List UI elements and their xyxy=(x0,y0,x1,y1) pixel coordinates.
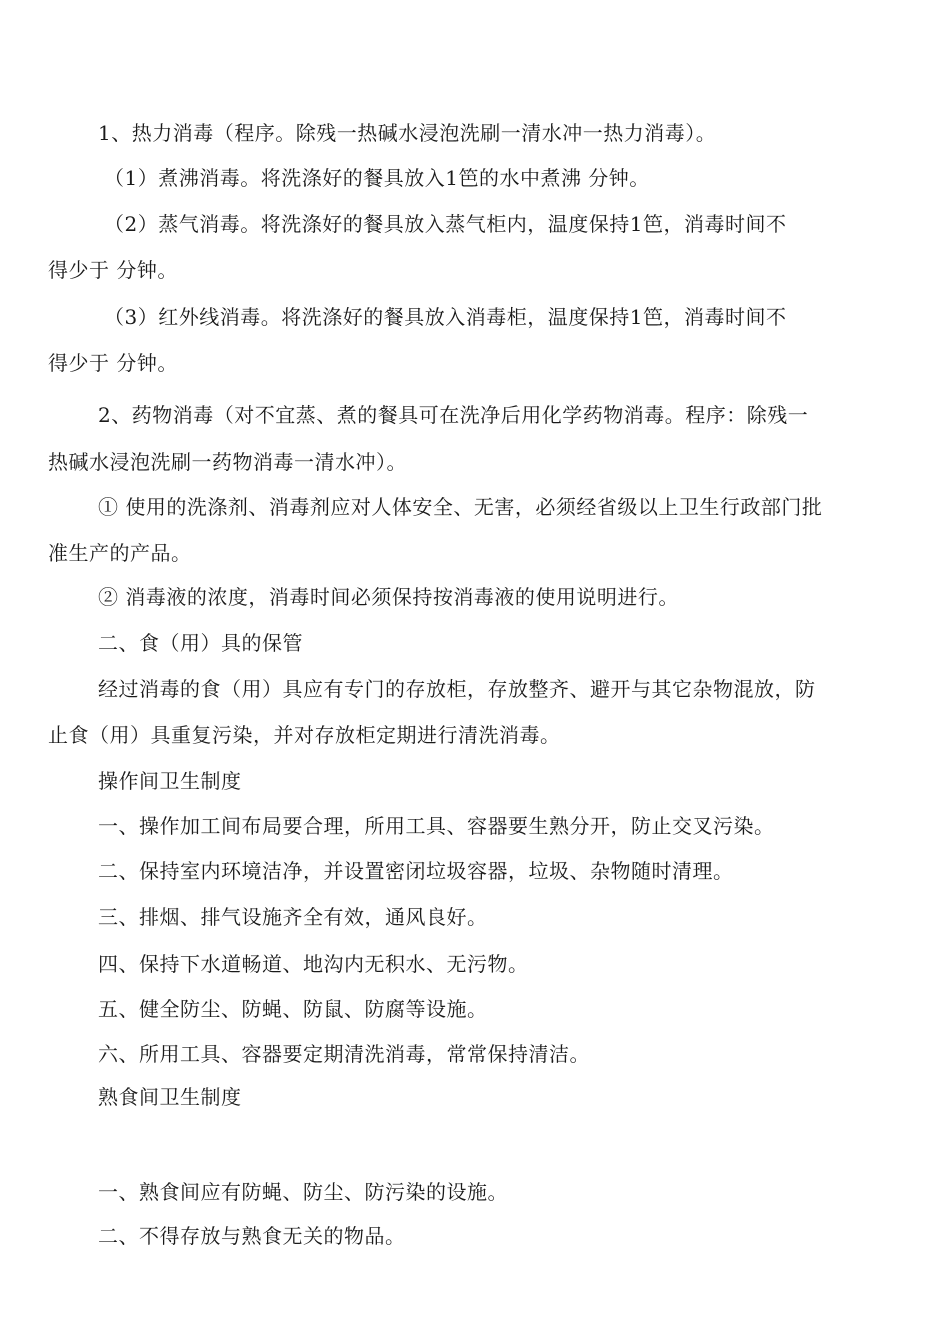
text-line: （3）红外线消毒。将洗涤好的餐具放入消毒柜，温度保持1笆，消毒时间不 xyxy=(104,305,787,329)
section-heading: 熟食间卫生制度 xyxy=(98,1085,242,1109)
text-line: （2）蒸气消毒。将洗涤好的餐具放入蒸气柜内，温度保持1笆，消毒时间不 xyxy=(104,212,787,236)
text-line: 热碱水浸泡洗刷一药物消毒一清水冲）。 xyxy=(48,450,407,474)
text-line: ① 使用的洗涤剂、消毒剂应对人体安全、无害，必须经省级以上卫生行政部门批 xyxy=(98,495,823,519)
section-heading: 二、食（用）具的保管 xyxy=(98,631,303,655)
text-line: 止食（用）具重复污染，并对存放柜定期进行清洗消毒。 xyxy=(48,723,561,747)
text-line: 五、健全防尘、防蝇、防鼠、防腐等设施。 xyxy=(98,997,488,1021)
text-line: 二、保持室内环境洁净，并设置密闭垃圾容器，垃圾、杂物随时清理。 xyxy=(98,859,734,883)
text-line: 准生产的产品。 xyxy=(48,541,192,565)
text-line: 六、所用工具、容器要定期清洗消毒，常常保持清洁。 xyxy=(98,1042,590,1066)
section-heading: 操作间卫生制度 xyxy=(98,769,242,793)
text-line: 经过消毒的食（用）具应有专门的存放柜，存放整齐、避开与其它杂物混放，防 xyxy=(98,677,816,701)
text-line: 一、熟食间应有防蝇、防尘、防污染的设施。 xyxy=(98,1180,508,1204)
text-line: 二、不得存放与熟食无关的物品。 xyxy=(98,1224,406,1248)
text-line: 1、热力消毒（程序。除残一热碱水浸泡洗刷一清水冲一热力消毒）。 xyxy=(98,121,717,145)
text-line: 得少于 分钟。 xyxy=(48,258,178,282)
text-line: 得少于 分钟。 xyxy=(48,351,178,375)
text-line: （1）煮沸消毒。将洗涤好的餐具放入1笆的水中煮沸 分钟。 xyxy=(104,166,650,190)
text-line: ② 消毒液的浓度，消毒时间必须保持按消毒液的使用说明进行。 xyxy=(98,585,679,609)
text-line: 2、药物消毒（对不宜蒸、煮的餐具可在洗净后用化学药物消毒。程序：除残一 xyxy=(98,403,809,427)
text-line: 三、排烟、排气设施齐全有效，通风良好。 xyxy=(98,905,488,929)
text-line: 四、保持下水道畅道、地沟内无积水、无污物。 xyxy=(98,952,529,976)
text-line: 一、操作加工间布局要合理，所用工具、容器要生熟分开，防止交叉污染。 xyxy=(98,814,775,838)
